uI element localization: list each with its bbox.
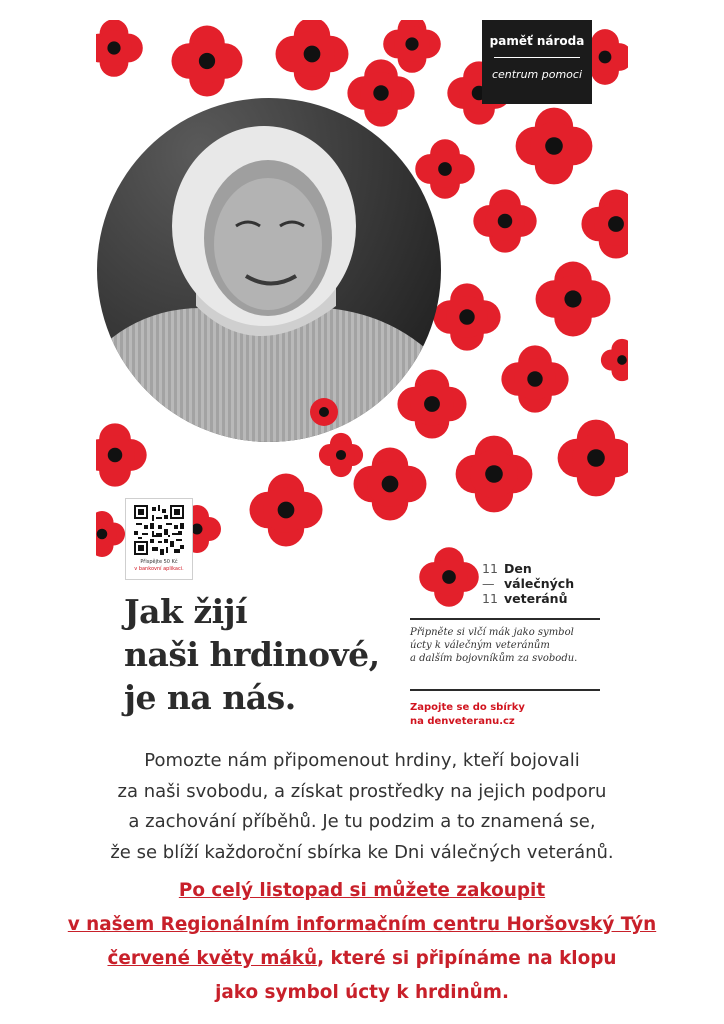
pin-poppy-text [410,626,610,665]
poppy-icon [432,282,502,352]
poppy-icon [418,546,480,608]
logo-divider [494,57,580,58]
poppy-icon [534,260,612,338]
poppy-icon [454,434,534,514]
body-line: že se blíží každoroční sbírka ke Dni válečných veteránů. [110,841,614,863]
poppy-icon [514,106,594,186]
date-month: 11 [482,591,498,606]
poppy-icon [600,338,628,382]
body-line: Pomozte nám připomenout hrdiny, kteří bojovali [144,750,580,771]
headline-line: Jak žijí [124,592,248,631]
date-dash: — [482,576,495,591]
join-collection-link[interactable] [410,701,525,729]
logo-line2: centrum pomoci [491,68,583,81]
pin-text-line: a dalším bojovníkům za svobodu. [410,653,578,664]
body-paragraph [0,746,724,868]
date-word: válečných [504,576,575,591]
announcement-line: jako symbol úcty k hrdinům. [215,982,509,1003]
announcement-line: v našem Regionálním informačním centru Horšovský Týn [67,914,657,935]
announcement-line: Po celý listopad si můžete zakoupit [178,880,546,901]
logo-line1: paměť národa [489,34,585,48]
qr-code-icon [134,505,184,555]
headline-line: naši hrdinové, [124,635,380,674]
body-line: a zachování příběhů. Je tu podzim a to znamená se, [128,811,596,832]
veteran-portrait [96,76,442,464]
date-word: veteránů [504,591,568,606]
announcement-underlined: červené květy máků [107,948,318,969]
date-word: Den [504,561,532,576]
poster [96,20,628,735]
pin-text-line: úcty k válečným veteránům [410,640,550,651]
poppy-icon [580,188,628,260]
body-line: za naši svobodu, a získat prostředky na jejich podporu [117,780,607,802]
poppy-icon [96,510,126,558]
headline-line: je na nás. [124,678,296,717]
poppy-icon [382,20,442,74]
poster-headline [124,590,380,719]
announcement-line-rest: , které si připínáme na klopu [317,948,617,969]
pin-text-line: Připněte si vlčí mák jako symbol [410,627,574,638]
join-line: Zapojte se do sbírky [410,702,525,713]
qr-caption: Přispějte 50 Kč [140,559,178,565]
divider [410,618,600,620]
divider [410,689,600,691]
pamet-naroda-logo [482,20,592,104]
poppy-icon [500,344,570,414]
date-day: 11 [482,561,498,576]
poppy-icon [96,20,144,78]
join-url[interactable]: na denveteranu.cz [410,716,515,727]
poppy-icon [472,188,538,254]
announcement [0,874,724,1010]
qr-code[interactable] [125,498,193,580]
poppy-icon [248,472,324,548]
poppy-icon [556,418,628,498]
qr-caption-sub: v bankovní aplikaci. [134,566,184,572]
veterans-day-block [482,561,574,606]
